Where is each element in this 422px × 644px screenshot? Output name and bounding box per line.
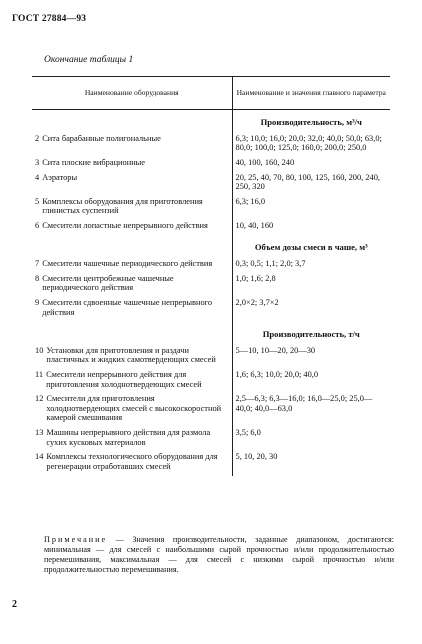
table-row [32, 394, 390, 428]
parameter-value: 3,5; 6,0 [235, 427, 261, 437]
row-number: 6 [35, 220, 40, 230]
equipment-name: Установки для приготовления и раздачи пластичных и жидких самотвердеющих смесей [46, 345, 216, 365]
row-number: 4 [35, 172, 40, 182]
equipment-name: Смесители лопастные непрерывного действия [42, 220, 208, 230]
parameter-value: 1,0; 1,6; 2,8 [235, 273, 276, 283]
table-row [32, 298, 390, 322]
table-row [32, 346, 390, 370]
table-row [32, 197, 390, 221]
row-number: 8 [35, 273, 40, 283]
note-label: Примечание [44, 535, 108, 544]
parameter-value: 10, 40, 160 [235, 220, 274, 230]
equipment-name: Сита барабанные полигональные [42, 133, 161, 143]
table-row [32, 370, 390, 394]
parameter-value: 20, 25, 40, 70, 80, 100, 125, 160, 200, 240, 250, 320 [235, 172, 380, 192]
note-text: — Значения производительности, заданные диапазоном, достигаются: минимальная — для смесей с наибольшими сырой прочностью и/или продолжительностью перемешивания, максимальная — для смесей с низкими сырой прочностью и/или продолжительностью перемешивания. [44, 535, 394, 574]
equipment-name: Машины непрерывного действия для размола сухих кусковых материалов [46, 427, 211, 447]
table-row [32, 158, 390, 173]
row-number: 12 [35, 394, 44, 404]
row-number: 7 [35, 259, 40, 269]
parameter-value: 2,0×2; 3,7×2 [235, 297, 279, 307]
table-row [32, 452, 390, 476]
parameter-value: 40, 100, 160, 240 [235, 157, 295, 167]
row-number: 5 [35, 196, 40, 206]
equipment-name: Смесители для приготовления холоднотвердеющих смесей с высокоскоростной камерой смешивания [46, 394, 222, 423]
row-number: 3 [35, 157, 40, 167]
column-header-equipment: Наименование оборудования [32, 77, 232, 110]
table-row [32, 428, 390, 452]
parameter-value: 6,3; 10,0; 16,0; 20,0; 32,0; 40,0; 50,0; 63,0; 80,0; 100,0; 125,0; 160,0; 200,0; 250,0 [235, 133, 382, 153]
parameter-value: 5—10, 10—20, 20—30 [235, 345, 316, 355]
row-number: 13 [35, 427, 44, 437]
parameter-value: 1,6; 6,3; 10,0; 20,0; 40,0 [235, 370, 319, 380]
group-heading-productivity-th: Производительность, т/ч [262, 329, 360, 340]
table-continuation-label: Окончание таблицы 1 [44, 55, 134, 65]
equipment-name: Смесители центробежные чашечные периодического действия [42, 273, 174, 293]
parameter-value: 2,5—6,3; 6,3—16,0; 16,0—25,0; 25,0—40,0; 40,0—63,0 [235, 394, 373, 413]
table-row [32, 221, 390, 236]
equipment-name: Аэраторы [42, 172, 78, 182]
group-heading-productivity-m3h: Производительность, м³/ч [260, 117, 362, 127]
parameter-value: 5, 10, 20, 30 [235, 452, 278, 462]
equipment-table [32, 76, 390, 476]
row-number: 14 [35, 452, 44, 462]
equipment-name: Смесители непрерывного действия для приготовления холоднотвердеющих смесей [46, 370, 202, 389]
equipment-name: Смесители чашечные периодического действия [42, 259, 213, 269]
parameter-value: 6,3; 16,0 [235, 196, 266, 206]
document-header: ГОСТ 27884—93 [12, 14, 87, 24]
equipment-name: Сита плоские вибрационные [42, 157, 146, 167]
column-header-parameter: Наименование и значения главного параметра [232, 77, 390, 110]
parameter-value: 0,3; 0,5; 1,1; 2,0; 3,7 [235, 259, 306, 269]
table-row [32, 173, 390, 197]
row-number: 11 [35, 370, 44, 380]
table-note [44, 535, 394, 574]
equipment-name: Комплексы оборудования для приготовления глинистых суспензий [42, 196, 203, 216]
table-row [32, 274, 390, 298]
page-number: 2 [12, 599, 17, 610]
row-number: 2 [35, 133, 40, 143]
row-number: 10 [35, 345, 44, 355]
table-row [32, 134, 390, 158]
equipment-name: Комплексы технологического оборудования для регенерации отработавших смесей [46, 452, 218, 471]
table-row [32, 259, 390, 274]
equipment-name: Смесители сдвоенные чашечные непрерывного действия [42, 297, 213, 317]
row-number: 9 [35, 297, 40, 307]
group-heading-dose-volume: Объем дозы смеси в чаше, м³ [254, 242, 368, 253]
